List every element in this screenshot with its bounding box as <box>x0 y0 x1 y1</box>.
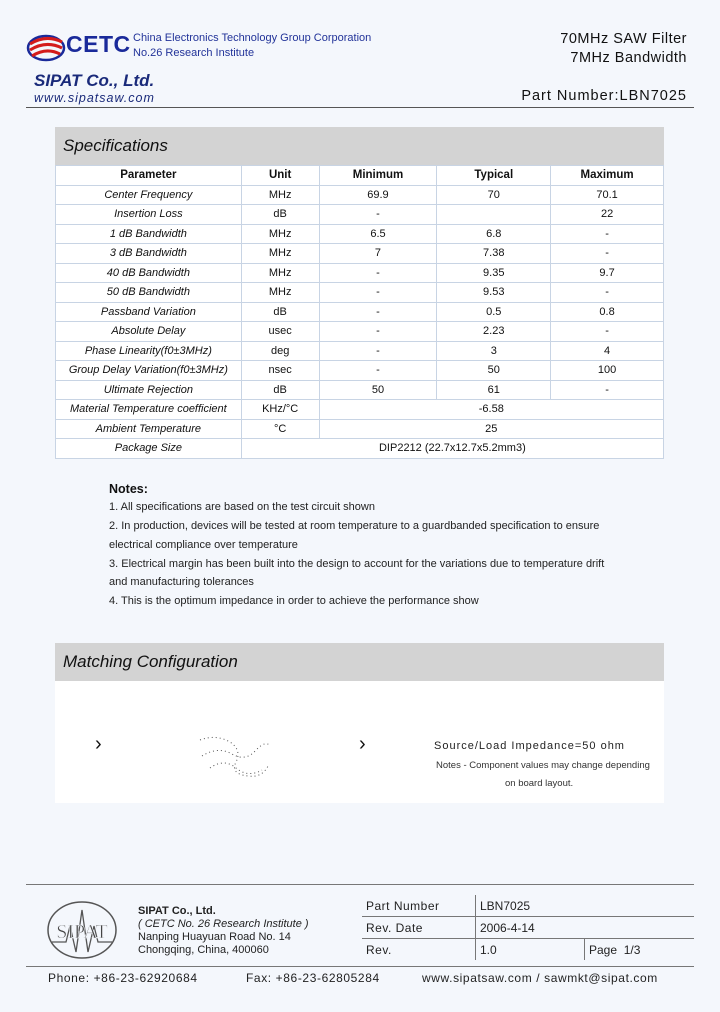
svg-text:SIPAT: SIPAT <box>56 921 108 943</box>
web-email-link[interactable]: www.sipatsaw.com / sawmkt@sipat.com <box>422 971 658 985</box>
cetc-logo-text: CETC <box>66 31 131 57</box>
cell-min: - <box>319 205 437 225</box>
table-row <box>56 380 664 400</box>
phone-number: Phone: +86-23-62920684 <box>48 971 198 985</box>
cell-max: - <box>551 283 664 303</box>
table-row <box>56 224 664 244</box>
product-subtitle: 7MHz Bandwidth <box>570 50 687 66</box>
cell-max: - <box>551 244 664 264</box>
cell-unit: nsec <box>241 361 319 381</box>
impedance-label: Source/Load Impedance=50 ohm <box>434 740 625 752</box>
fax-number: Fax: +86-23-62805284 <box>246 971 380 985</box>
sipat-seal-logo <box>32 896 136 962</box>
cell-param: 3 dB Bandwidth <box>56 244 242 264</box>
cell-min: 6.5 <box>319 224 437 244</box>
cell-param: 40 dB Bandwidth <box>56 263 242 283</box>
notes-title: Notes: <box>109 482 148 496</box>
table-row <box>56 439 664 459</box>
company-name: China Electronics Technology Group Corporation <box>133 32 372 44</box>
part-number-value: LBN7025 <box>476 895 695 917</box>
table-row <box>56 341 664 361</box>
cell-unit: MHz <box>241 185 319 205</box>
cell-max: - <box>551 224 664 244</box>
cell-typ: 6.8 <box>437 224 551 244</box>
cell-param: Phase Linearity(f0±3MHz) <box>56 341 242 361</box>
revision-row <box>362 939 694 961</box>
cell-param: 50 dB Bandwidth <box>56 283 242 303</box>
header-divider <box>26 107 694 108</box>
contact-divider <box>26 966 694 967</box>
matching-circuit-diagram <box>196 732 274 782</box>
cell-max: - <box>551 322 664 342</box>
cell-typ: 61 <box>437 380 551 400</box>
cell-min: 69.9 <box>319 185 437 205</box>
column-header: Typical <box>437 166 551 186</box>
table-row <box>56 185 664 205</box>
matching-title: Matching Configuration <box>63 652 238 671</box>
column-header: Minimum <box>319 166 437 186</box>
revision-table <box>362 895 694 960</box>
rev-date-label: Rev. Date <box>362 917 476 939</box>
product-title: 70MHz SAW Filter <box>560 31 687 47</box>
column-header: Unit <box>241 166 319 186</box>
rev-label: Rev. <box>362 939 476 961</box>
table-row <box>56 419 664 439</box>
note-line: 2. In production, devices will be tested at room temperature to a guardbanded specification to ensure <box>109 520 600 532</box>
cell-max: 4 <box>551 341 664 361</box>
rev-date-value: 2006-4-14 <box>476 917 695 939</box>
table-row <box>56 205 664 225</box>
cell-min: 7 <box>319 244 437 264</box>
note-line: and manufacturing tolerances <box>109 576 254 588</box>
institute-name: No.26 Research Institute <box>133 47 255 59</box>
cell-value: -6.58 <box>319 400 663 420</box>
page-value: 1/3 <box>623 942 641 957</box>
cell-param: Absolute Delay <box>56 322 242 342</box>
cell-param: Insertion Loss <box>56 205 242 225</box>
component-note: Notes - Component values may change depending <box>436 760 650 771</box>
cell-value: 25 <box>319 419 663 439</box>
cell-unit: usec <box>241 322 319 342</box>
note-line: 4. This is the optimum impedance in order to achieve the performance show <box>109 595 479 607</box>
note-line: 1. All specifications are based on the test circuit shown <box>109 501 375 513</box>
table-row <box>56 263 664 283</box>
cell-min: 50 <box>319 380 437 400</box>
cell-param: Group Delay Variation(f0±3MHz) <box>56 361 242 381</box>
cell-unit: dB <box>241 380 319 400</box>
cell-max: 100 <box>551 361 664 381</box>
footer-address-line1: Nanping Huayuan Road No. 14 <box>138 931 291 943</box>
cell-max: - <box>551 380 664 400</box>
cell-unit: MHz <box>241 283 319 303</box>
note-line: 3. Electrical margin has been built into the design to account for the variations due to temperature drift <box>109 558 605 570</box>
cell-typ: 70 <box>437 185 551 205</box>
cell-param: Material Temperature coefficient <box>56 400 242 420</box>
cell-unit: deg <box>241 341 319 361</box>
cell-min: - <box>319 341 437 361</box>
cell-typ: 0.5 <box>437 302 551 322</box>
cell-max: 70.1 <box>551 185 664 205</box>
cell-typ <box>437 205 551 225</box>
cell-typ: 50 <box>437 361 551 381</box>
revision-row <box>362 895 694 917</box>
table-row <box>56 361 664 381</box>
cell-unit: °C <box>241 419 319 439</box>
website-link[interactable]: www.sipatsaw.com <box>34 91 155 105</box>
cell-unit: MHz <box>241 224 319 244</box>
sipat-name: SIPAT Co., Ltd. <box>34 71 155 90</box>
cell-param: Ultimate Rejection <box>56 380 242 400</box>
cetc-logo-icon <box>26 30 66 66</box>
cell-min: - <box>319 322 437 342</box>
cell-typ: 2.23 <box>437 322 551 342</box>
cell-param: 1 dB Bandwidth <box>56 224 242 244</box>
specifications-title: Specifications <box>63 136 168 155</box>
spec-table <box>55 165 664 459</box>
rev-value: 1.0 <box>476 939 585 961</box>
table-row <box>56 244 664 264</box>
footer-company: SIPAT Co., Ltd. <box>138 905 216 917</box>
note-line: electrical compliance over temperature <box>109 539 298 551</box>
cell-unit: MHz <box>241 244 319 264</box>
column-header: Maximum <box>551 166 664 186</box>
output-arrow-icon: › <box>359 733 366 755</box>
part-number: Part Number:LBN7025 <box>521 88 687 104</box>
cell-param: Package Size <box>56 439 242 459</box>
cell-max: 9.7 <box>551 263 664 283</box>
cell-min: - <box>319 302 437 322</box>
table-row <box>56 302 664 322</box>
cell-unit: KHz/°C <box>241 400 319 420</box>
cell-unit: dB <box>241 302 319 322</box>
cell-max: 22 <box>551 205 664 225</box>
cell-min: - <box>319 361 437 381</box>
cell-param: Center Frequency <box>56 185 242 205</box>
cell-param: Passband Variation <box>56 302 242 322</box>
page-cell <box>585 939 695 961</box>
table-row <box>56 322 664 342</box>
cell-unit: MHz <box>241 263 319 283</box>
footer-address-line2: Chongqing, China, 400060 <box>138 944 269 956</box>
cell-min: - <box>319 283 437 303</box>
part-number-label: Part Number <box>362 895 476 917</box>
cell-min: - <box>319 263 437 283</box>
cell-max: 0.8 <box>551 302 664 322</box>
table-row <box>56 400 664 420</box>
cell-typ: 7.38 <box>437 244 551 264</box>
cell-typ: 9.53 <box>437 283 551 303</box>
cell-typ: 9.35 <box>437 263 551 283</box>
page-label: Page <box>589 942 618 957</box>
cell-value: DIP2212 (22.7x12.7x5.2mm3) <box>241 439 663 459</box>
table-header-row <box>56 166 664 186</box>
cell-typ: 3 <box>437 341 551 361</box>
input-arrow-icon: › <box>95 733 102 755</box>
footer-institute: ( CETC No. 26 Research Institute ) <box>138 918 309 930</box>
cell-param: Ambient Temperature <box>56 419 242 439</box>
specifications-header <box>55 127 664 165</box>
cell-unit: dB <box>241 205 319 225</box>
column-header: Parameter <box>56 166 242 186</box>
component-note-cont: on board layout. <box>505 778 574 789</box>
footer-divider <box>26 884 694 885</box>
revision-row <box>362 917 694 939</box>
matching-header <box>55 643 664 681</box>
table-row <box>56 283 664 303</box>
